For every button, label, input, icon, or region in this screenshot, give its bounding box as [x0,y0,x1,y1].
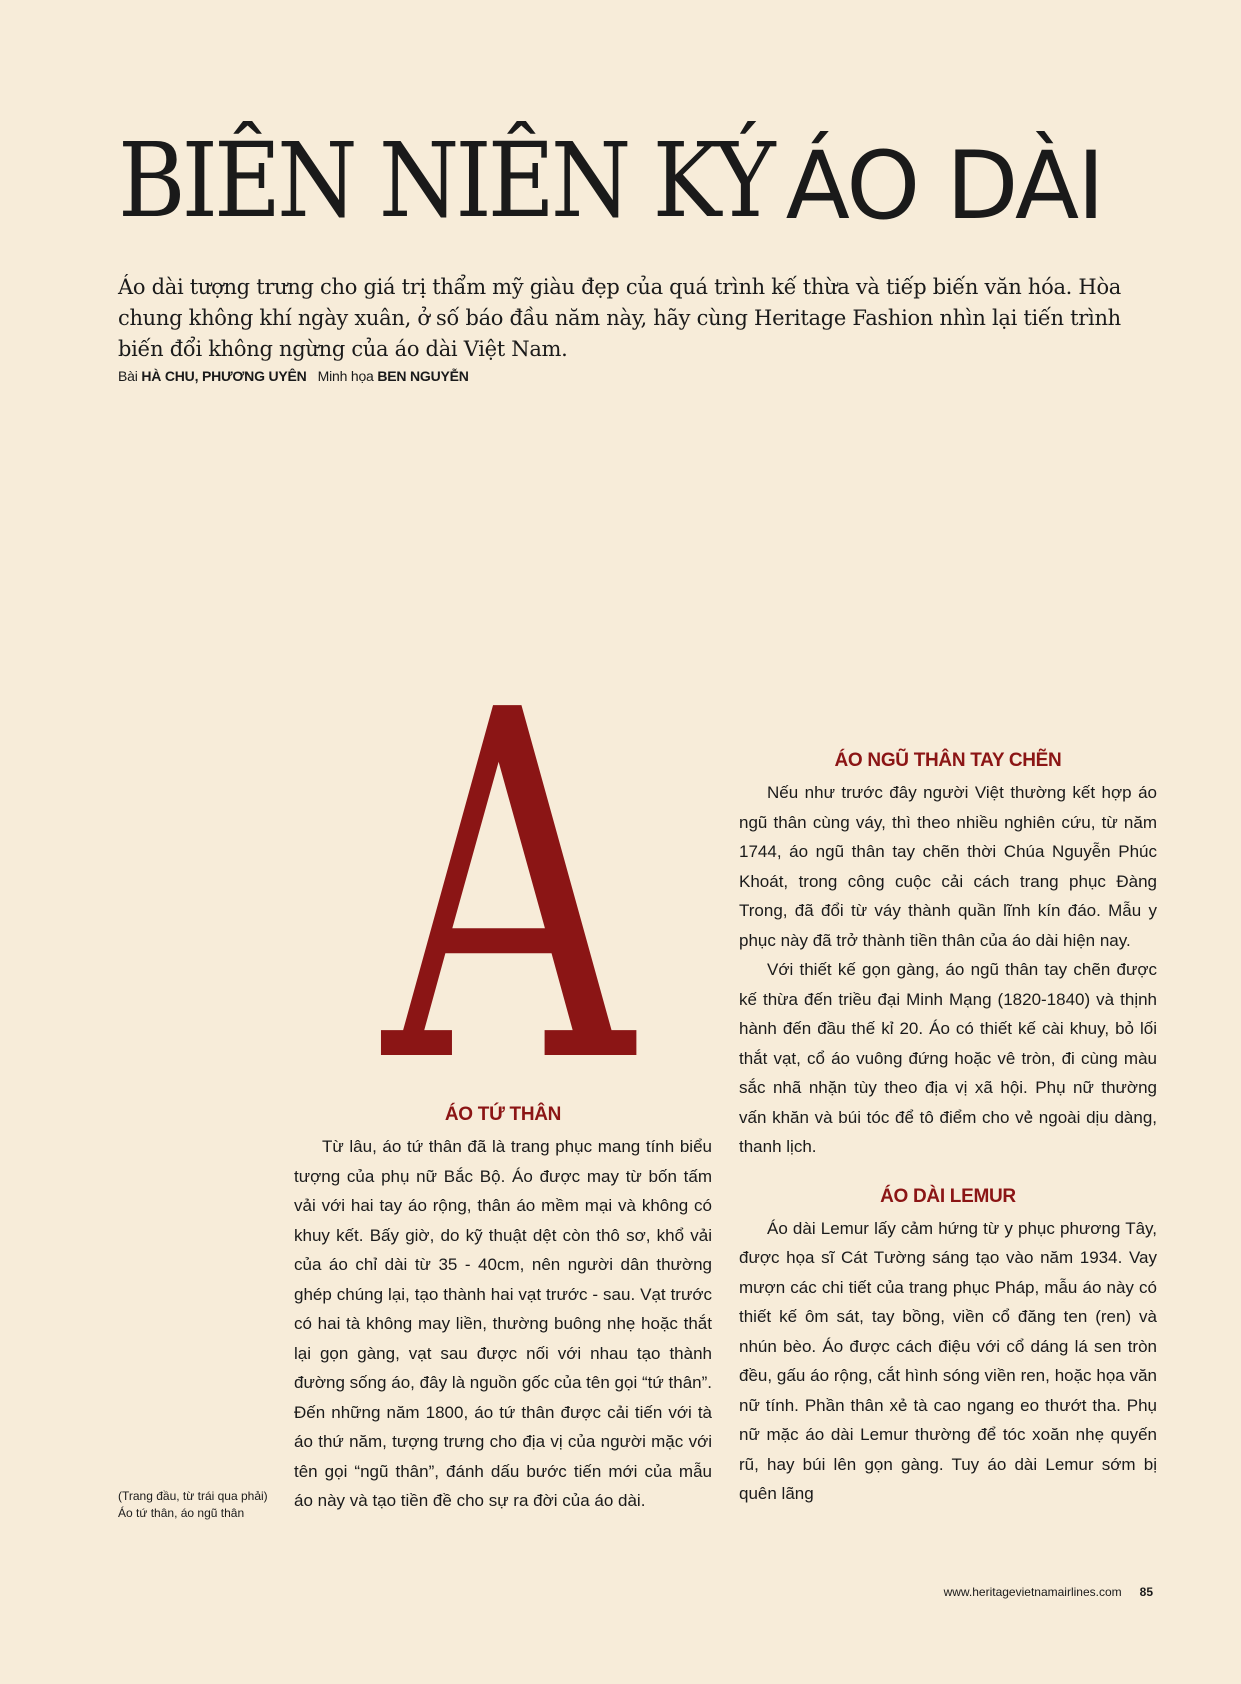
title-sans-part: ÁO DÀI [785,132,1103,241]
column-right [739,748,1157,1509]
author-label: Bài [118,368,138,384]
illustrator-label: Minh họa [317,368,374,384]
title-serif-part: BIÊN NIÊN KÝ [118,121,772,241]
section-heading-lemur: ÁO DÀI LEMUR [880,1185,1016,1207]
dropcap [378,700,638,1070]
byline [118,368,469,384]
page-footer [944,1585,1153,1599]
image-caption: (Trang đầu, từ trái qua phải) Áo tứ thân, áo ngũ thân [118,1489,268,1520]
section-paragraph: Từ lâu, áo tứ thân đã là trang phục mang tính biểu tượng của phụ nữ Bắc Bộ. Áo được may từ bốn tấm vải với hai tay áo rộng, thân áo mềm mại và không có khuy kết. Bấy giờ, do kỹ thuật dệt còn thô sơ, khổ vải của áo chỉ dài từ 35 - 40cm, nên người dân thường ghép chúng lại, tạo thành hai vạt trước - sau. Vạt trước có hai tà không may liền, thường buông nhẹ hoặc thắt lại gọn gàng, vạt sau được nối với nhau tạo thành đường sống áo, đây là nguồn gốc của tên gọi “tứ thân”. Đến những năm 1800, áo tứ thân được cải tiến với tà áo thứ năm, tượng trưng cho địa vị của người mặc với tên gọi “ngũ thân”, đánh dấu bước tiến mới của mẫu áo này và tạo tiền đề cho sự ra đời của áo dài. [294,1137,712,1510]
dropcap-letter: A [378,700,638,1070]
authors: HÀ CHU, PHƯƠNG UYÊN [141,368,307,384]
article-title [118,121,1218,241]
section-paragraph: Nếu như trước đây người Việt thường kết hợp áo ngũ thân cùng váy, thì theo nhiều nghiên cứu, từ năm 1744, áo ngũ thân tay chẽn thời Chúa Nguyễn Phúc Khoát, trong công cuộc cải cách trang phục Đàng Trong, đã đổi từ váy thành quần lĩnh kín đáo. Mẫu y phục này đã trở thành tiền thân của áo dài hiện nay. [739,783,1157,950]
section-heading-ngu-than: ÁO NGŨ THÂN TAY CHẼN [834,750,1062,771]
lead-paragraph: Áo dài tượng trưng cho giá trị thẩm mỹ giàu đẹp của quá trình kế thừa và tiếp biến văn hóa. Hòa chung không khí ngày xuân, ở số báo đầu năm này, hãy cùng Heritage Fashion nhìn lại tiến trình biến đổi không ngừng của áo dài Việt Nam. [118,275,1122,361]
illustrator: BEN NGUYỄN [377,368,469,384]
page-number: 85 [1139,1585,1153,1599]
section-paragraph: Áo dài Lemur lấy cảm hứng từ y phục phương Tây, được họa sĩ Cát Tường sáng tạo vào năm 1934. Vay mượn các chi tiết của trang phục Pháp, mẫu áo này có thiết kế ôm sát, tay bồng, viền cổ đăng ten (ren) và nhún bèo. Áo được cách điệu với cổ dáng lá sen tròn đều, gấu áo rộng, cắt hình sóng viền ren, hoặc họa văn nữ tính. Phần thân xẻ tà cao ngang eo thướt tha. Phụ nữ mặc áo dài Lemur thường để tóc xoăn nhẹ quyến rũ, hay búi lên gọn gàng. Tuy áo dài Lemur sớm bị quên lãng [739,1218,1157,1503]
section-paragraph: Với thiết kế gọn gàng, áo ngũ thân tay chẽn được kế thừa đến triều đại Minh Mạng (1820-1840) và thịnh hành đến đầu thế kỉ 20. Áo có thiết kế cài khuy, bỏ lối thắt vạt, cổ áo vuông đứng hoặc vê tròn, đi cùng màu sắc nhã nhặn tùy theo địa vị xã hội. Phụ nữ thường vấn khăn và búi tóc để tô điểm cho vẻ ngoài dịu dàng, thanh lịch. [739,960,1157,1156]
section-heading-tu-than: ÁO TỨ THÂN [444,1104,562,1125]
column-left [294,1102,712,1516]
footer-url[interactable]: www.heritagevietnamairlines.com [943,1585,1122,1599]
